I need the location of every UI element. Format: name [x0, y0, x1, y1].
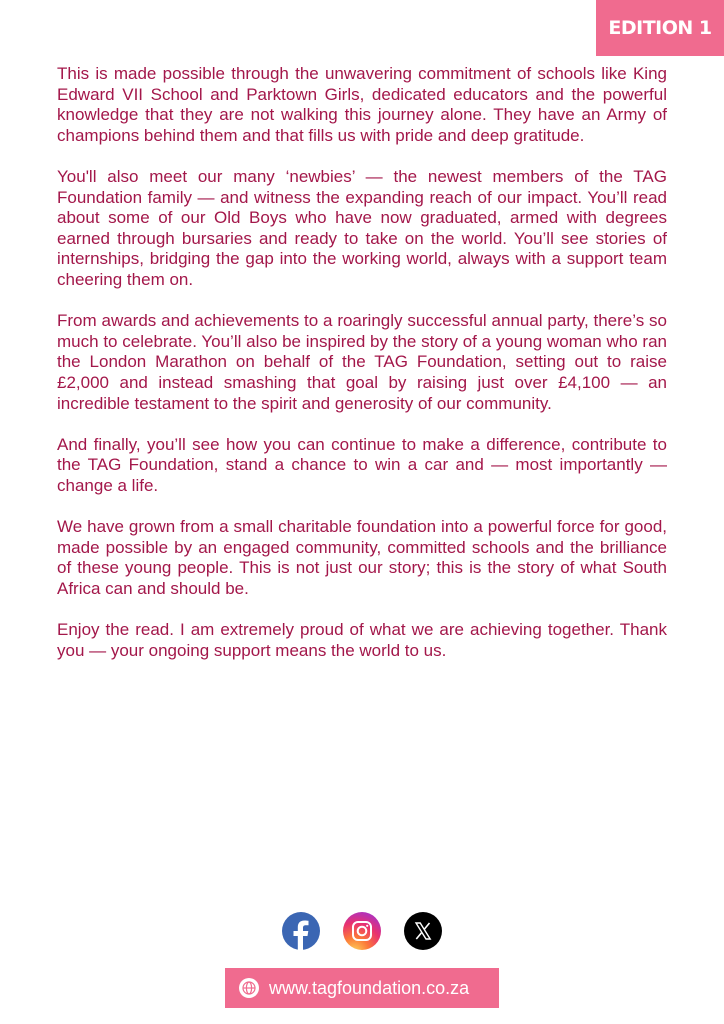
website-link[interactable]: [225, 968, 499, 1008]
paragraph: We have grown from a small charitable foundation into a powerful force for good, made possible by an engaged community, committed schools and the brilliance of these young people. This is not just our story; this is the story of what South Africa can and should be.: [57, 517, 667, 598]
social-links: [0, 912, 724, 950]
globe-icon: [239, 978, 259, 998]
paragraph: You'll also meet our many ‘newbies’ — the newest members of the TAG Foundation family — and witness the expanding reach of our impact. You’ll read about some of our Old Boys who have now graduated, armed with degrees earned through bursaries and ready to take on the world. You’ll see stories of internships, bridging the gap into the working world, always with a support team cheering them on.: [57, 166, 667, 289]
website-url[interactable]: www.tagfoundation.co.za: [269, 977, 470, 998]
edition-label: EDITION 1: [608, 17, 712, 39]
edition-badge: [596, 0, 724, 56]
paragraph: This is made possible through the unwavering commitment of schools like King Edward VII School and Parktown Girls, dedicated educators and the powerful knowledge that they are not walking this journey alone. They have an Army of champions behind them and that fills us with pride and deep gratitude.: [57, 64, 667, 145]
facebook-icon[interactable]: [282, 912, 320, 950]
instagram-icon[interactable]: [343, 912, 381, 950]
article-body: [57, 64, 667, 682]
x-icon[interactable]: [404, 912, 442, 950]
paragraph: And finally, you’ll see how you can continue to make a difference, contribute to the TAG Foundation, stand a chance to win a car and — most importantly — change a life.: [57, 434, 667, 495]
paragraph: From awards and achievements to a roaringly successful annual party, there’s so much to celebrate. You’ll also be inspired by the story of a young woman who ran the London Marathon on behalf of the TAG Foundation, setting out to raise £2,000 and instead smashing that goal by raising just over £4,100 — an incredible testament to the spirit and generosity of our community.: [57, 311, 667, 413]
paragraph: Enjoy the read. I am extremely proud of what we are achieving together. Thank you — your ongoing support means the world to us.: [57, 620, 667, 660]
